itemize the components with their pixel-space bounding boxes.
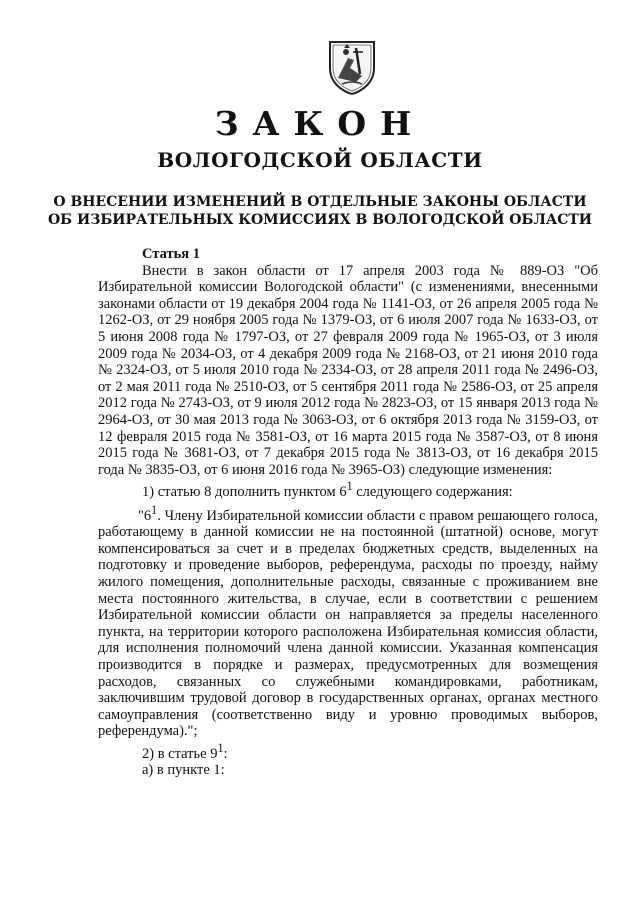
quote-paragraph: [98, 502, 598, 740]
item-2-text: 2) в статье 9: [142, 745, 218, 762]
item-1-text-end: следующего содержания:: [352, 484, 513, 501]
item-2-superscript: 1: [217, 740, 224, 755]
item-2-text-end: :: [223, 745, 228, 762]
coat-of-arms-icon: [326, 38, 378, 96]
subtitle-line-1: О ВНЕСЕНИИ ИЗМЕНЕНИЙ В ОТДЕЛЬНЫЕ ЗАКОНЫ ОБЛАСТИ: [53, 194, 587, 210]
item-2-paragraph: [98, 740, 598, 762]
document-title: ЗАКОН: [214, 104, 426, 143]
article-heading: Статья 1: [142, 246, 200, 262]
article-intro-paragraph: Внести в закон области от 17 апреля 2003 года № 889-ОЗ "Об Избирательной комиссии Вологодской области" (с изменениями, внесенными законами области от 19 декабря 2004 года № 1141-ОЗ, от 26 апреля 2005 года № 1262-ОЗ, от 29 ноября 2005 года № 1379-ОЗ, от 6 июля 2007 года № 1633-ОЗ, от 5 июня 2008 года № 1797-ОЗ, от 27 февраля 2009 года № 1965-ОЗ, от 3 июля 2009 года № 2034-ОЗ, от 4 декабря 2009 года № 2168-ОЗ, от 21 июня 2010 года № 2324-ОЗ, от 5 июля 2010 года № 2334-ОЗ, от 28 апреля 2011 года № 2496-ОЗ, от 2 мая 2011 года № 2510-ОЗ, от 5 сентября 2011 года № 2586-ОЗ, от 25 апреля 2012 года № 2743-ОЗ, от 9 июля 2012 года № 2823-ОЗ, от 15 января 2013 года № 2964-ОЗ, от 30 мая 2013 года № 3063-ОЗ, от 6 октября 2013 года № 3159-ОЗ, от 12 февраля 2015 года № 3581-ОЗ, от 16 марта 2015 года № 3587-ОЗ, от 8 июня 2015 года № 3681-ОЗ, от 7 декабря 2015 года № 3813-ОЗ, от 16 декабря 2015 года № 3835-ОЗ, от 6 июня 2016 года № 3965-ОЗ) следующие изменения:: [98, 262, 598, 478]
item-2a-paragraph: а) в пункте 1:: [142, 762, 225, 779]
document-body: [98, 246, 598, 779]
quote-start: "6: [138, 507, 152, 524]
item-1-superscript: 1: [346, 479, 353, 494]
region-title: ВОЛОГОДСКОЙ ОБЛАСТИ: [157, 148, 483, 172]
quote-text: . Члену Избирательной комиссии области с правом решающего голоса, работающему в данной комиссии не на постоянной (штатной) основе, могут компенсироваться за счет и в пределах бюджетных средств, выделенных на подготовку и проведение выборов, референдума, расходы по проезду, найму жилого помещения, дополнительные расходы, связанные с проживанием вне места постоянного жительства, в случае, если в соответствии с решением Избирательной комиссии области он направляется за пределы населенного пункта, на территории которого расположена Избирательная комиссия области, для исполнения полномочий члена данной комиссии. Указанная компенсация производится в порядке и размерах, предусмотренных для возмещения расходов, связанных со служебными командировками, работникам, заключившим трудовой договор в государственных органах, органах местного самоуправления (соответственно виду и уровню проводимых выборов, референдума).";: [98, 507, 598, 740]
item-1-text: 1) статью 8 дополнить пунктом 6: [142, 484, 347, 501]
item-1-paragraph: [98, 478, 598, 500]
subtitle-line-2: ОБ ИЗБИРАТЕЛЬНЫХ КОМИССИЯХ В ВОЛОГОДСКОЙ ОБЛАСТИ: [47, 212, 593, 228]
quote-superscript: 1: [151, 502, 158, 517]
